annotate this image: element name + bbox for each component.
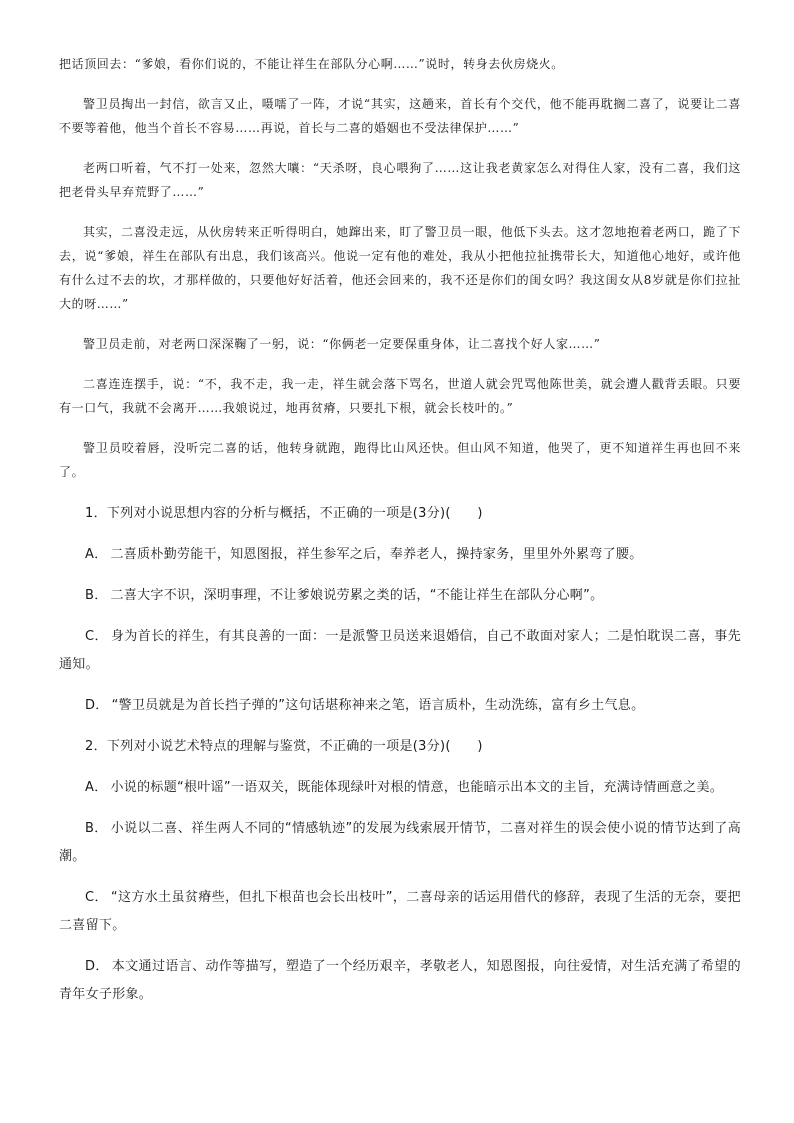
option-b [59,582,741,610]
question-1 [59,500,741,720]
story-paragraph: 警卫员掏出一封信，欲言又止，嗫嚅了一阵，才说“其实，这趟来，首长有个交代，他不能再耽搁二喜了，说要让二喜不要等着他，他当个首长不容易……再说，首长与二喜的婚姻也不受法律保护……” [59,97,741,135]
option-label: B． [85,588,108,603]
option-text: 二喜大字不识，深明事理，不让爹娘说劳累之类的话，“不能让祥生在部队分心啊”。 [110,588,604,603]
question-stem: 1．下列对小说思想内容的分析与概括，不正确的一项是(3分)( ) [85,506,483,521]
question-2 [59,733,741,1009]
document-page [59,52,741,1022]
story-paragraph: 警卫员走前，对老两口深深鞠了一躬，说：“你俩老一定要保重身体，让二喜找个好人家……” [83,337,601,351]
option-d [59,953,741,1009]
option-text: 小说的标题“根叶谣”一语双关，既能体现绿叶对根的情意，也能暗示出本文的主旨，充满诗情画意之美。 [110,780,724,795]
option-label: A． [85,780,108,795]
option-text: 本文通过语言、动作等描写，塑造了一个经历艰辛，孝敬老人，知恩图报，向往爱情，对生活充满了希望的青年女子形象。 [59,959,741,1002]
option-label: D． [85,698,109,713]
story-paragraph: 二喜连连摆手，说：“不，我不走，我一走，祥生就会落下骂名，世道人就会咒骂他陈世美，就会遭人戳背丢眼。只要有一口气，我就不会离开……我娘说过，地再贫瘠，只要扎下根，就会长枝叶的。” [59,377,741,415]
story-paragraph: 其实，二喜没走远，从伙房转来正听得明白，她蹿出来，盯了警卫员一眼，他低下头去。这才忽地抱着老两口，跪了下去，说“爹娘，祥生在部队有出息，我们该高兴。他说一定有他的难处，我从小把他拉扯携带长大，知道他心地好，或许他有什么过不去的坎，才那样做的，只要他好好活着，他还会回来的，我不还是你们的闺女吗？我这闺女从8岁就是你们拉扯大的呀……” [59,225,741,311]
option-b [59,815,741,871]
option-label: D． [85,959,109,974]
story-paragraph: 老两口听着，气不打一处来，忽然大嚷：“天杀呀，良心喂狗了……这让我老黄家怎么对得住人家，没有二喜，我们这把老骨头早弃荒野了……” [59,161,741,199]
option-label: C． [85,890,108,905]
option-label: A． [85,547,108,562]
option-text: “警卫员就是为首长挡子弹的”这句话堪称神来之笔，语言质朴，生动洗练，富有乡土气息。 [111,698,645,713]
option-c [59,623,741,679]
question-stem: 2．下列对小说艺术特点的理解与鉴赏，不正确的一项是(3分)( ) [85,739,483,754]
question-section [59,500,741,1009]
option-label: B． [85,821,108,836]
option-c [59,884,741,940]
option-text: “这方水土虽贫瘠些，但扎下根苗也会长出枝叶”，二喜母亲的话运用借代的修辞，表现了生活的无奈，要把二喜留下。 [59,890,741,933]
option-text: 身为首长的祥生，有其良善的一面：一是派警卫员送来退婚信，自己不敢面对家人；二是怕耽误二喜，事先通知。 [59,629,741,672]
option-d [59,692,741,720]
option-text: 小说以二喜、祥生两人不同的“情感轨迹”的发展为线索展开情节，二喜对祥生的误会使小说的情节达到了高潮。 [59,821,741,864]
option-text: 二喜质朴勤劳能干，知恩图报，祥生参军之后，奉养老人，操持家务，里里外外累弯了腰。 [110,547,643,562]
story-paragraph: 把话顶回去：“爹娘，看你们说的，不能让祥生在部队分心啊……”说时，转身去伙房烧火。 [59,57,564,71]
option-a [59,774,741,802]
story-paragraph: 警卫员咬着唇，没听完二喜的话，他转身就跑，跑得比山风还快。但山风不知道，他哭了，更不知道祥生再也回不来了。 [59,441,741,479]
option-a [59,541,741,569]
story-text [59,52,741,484]
option-label: C． [85,629,108,644]
